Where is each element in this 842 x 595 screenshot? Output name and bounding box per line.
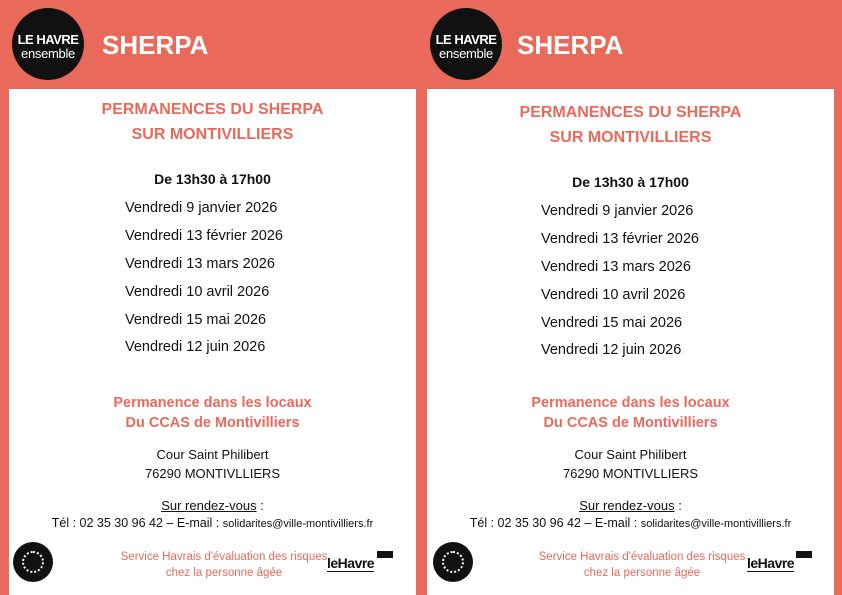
list-item: Vendredi 9 janvier 2026: [125, 200, 278, 216]
list-item: Vendredi 10 avril 2026: [541, 286, 686, 303]
seal-icon: [13, 542, 53, 582]
date-list: [125, 198, 283, 365]
list-item: Vendredi 13 février 2026: [541, 230, 699, 247]
date-list: [541, 201, 699, 368]
le-havre-logo: leHavre: [327, 555, 375, 571]
list-item: Vendredi 13 février 2026: [125, 227, 283, 244]
list-item: Vendredi 12 juin 2026: [541, 342, 682, 359]
flyer-right: [421, 0, 842, 595]
contact-line: Tél : 02 35 30 96 42 – E-mail : solidarites@ville-montivilliers.fr: [469, 516, 792, 530]
contact-line: Tél : 02 35 30 96 42 – E-mail : solidarites@ville-montivilliers.fr: [51, 516, 374, 530]
tag-icon: [377, 551, 393, 558]
tag-icon: [796, 551, 812, 558]
email-link[interactable]: solidarites@ville-montivilliers.fr: [640, 518, 792, 530]
seal-icon: [433, 542, 473, 582]
flyer-title: PERMANENCES DU SHERPA SUR MONTIVILLIERS: [101, 101, 324, 143]
address: Cour Saint Philibert 76290 MONTIVLLIERS: [562, 447, 699, 481]
list-item: Vendredi 15 mai 2026: [541, 314, 683, 331]
le-havre-logo: leHavre: [747, 555, 795, 571]
address: Cour Saint Philibert 76290 MONTIVLLIERS: [144, 447, 281, 481]
list-item: Vendredi 12 juin 2026: [125, 339, 266, 356]
hours: De 13h30 à 17h00: [572, 174, 689, 190]
brand-title: SHERPA: [102, 30, 209, 60]
location-heading: Permanence dans les locaux Du CCAS de Montivilliers: [113, 395, 312, 431]
le-havre-ensemble-logo: LE HAVRE ensemble: [430, 8, 502, 80]
appointment-note: Sur rendez-vous :: [579, 498, 682, 513]
brand-title: SHERPA: [517, 30, 624, 60]
email-link[interactable]: solidarites@ville-montivilliers.fr: [222, 518, 374, 530]
list-item: Vendredi 15 mai 2026: [125, 311, 267, 328]
appointment-note: Sur rendez-vous :: [161, 498, 264, 513]
list-item: Vendredi 13 mars 2026: [125, 255, 275, 272]
flyer-title: PERMANENCES DU SHERPA SUR MONTIVILLIERS: [519, 104, 742, 146]
service-caption: Service Havrais d'évaluation des risques chez la personne âgée: [120, 551, 328, 579]
le-havre-ensemble-logo: LE HAVRE ensemble: [12, 8, 84, 80]
list-item: Vendredi 10 avril 2026: [125, 283, 270, 300]
service-caption: Service Havrais d'évaluation des risques chez la personne âgée: [538, 551, 746, 579]
list-item: Vendredi 13 mars 2026: [541, 258, 691, 275]
location-heading: Permanence dans les locaux Du CCAS de Montivilliers: [531, 395, 730, 431]
content-panel: [9, 89, 416, 595]
list-item: Vendredi 9 janvier 2026: [541, 203, 694, 219]
hours: De 13h30 à 17h00: [154, 171, 271, 187]
content-panel: [427, 89, 834, 595]
